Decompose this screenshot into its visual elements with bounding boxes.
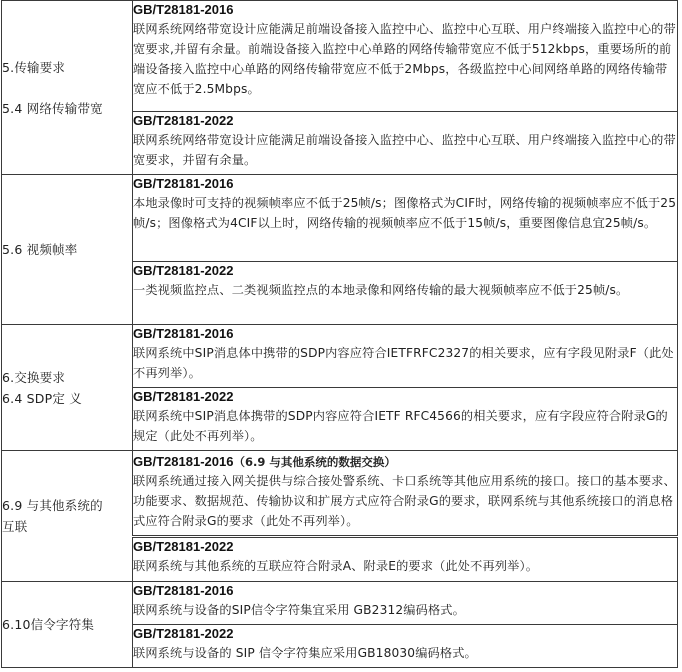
entry-cell [133, 175, 678, 262]
requirement-text: 联网系统与其他系统的互联应符合附录A、附录E的要求（此处不再列举）。 [133, 559, 539, 573]
table-row [2, 175, 678, 262]
standard-code: GB/T28181-2016 [133, 2, 234, 17]
requirement-text: 联网系统与设备的SIP信令字符集宜采用 GB2312编码格式。 [133, 603, 465, 617]
table-row [2, 582, 678, 625]
label-line: 6.10信令字符集 [2, 617, 95, 632]
entry-cell [133, 582, 678, 625]
entry-cell [133, 625, 678, 668]
section-label [2, 175, 133, 325]
standard-code: GB/T28181-2016 [133, 176, 234, 191]
requirement-text: 联网系统中SIP消息体携带的SDP内容应符合IETF RFC4566的相关要求，应有字段应符合附录G的规定（此处不再列举）。 [133, 409, 668, 443]
entry-cell [133, 388, 678, 451]
entry-cell [133, 325, 678, 388]
standard-code: GB/T28181-2016 [133, 583, 234, 598]
label-line: 6.4 SDP定 义 [2, 390, 82, 406]
requirement-text: 联网系统网络带宽设计应能满足前端设备接入监控中心、监控中心互联、用户终端接入监控中心的带宽要求,并留有余量。前端设备接入监控中心单路的网络传输带宽应不低于512kbps，重要场所的前端设备接入监控中心单路的网络传输带宽应不低于2Mbps，各级监控中心间网络单路的网络传输带宽应不低于2.5Mbps。 [133, 22, 676, 96]
standard-code: GB/T28181-2016 [133, 326, 234, 341]
table-row [2, 1, 678, 112]
standard-code: GB/T28181-2022 [133, 113, 234, 128]
entry-cell [133, 262, 678, 325]
standard-code: GB/T28181-2016 [133, 454, 234, 469]
section-label [2, 325, 133, 451]
section-label [2, 451, 133, 582]
standards-comparison-table [1, 0, 678, 668]
standard-note: （6.9 与其他系统的数据交换） [233, 455, 396, 469]
standard-code: GB/T28181-2022 [133, 263, 234, 278]
label-line: 5.传输要求 [2, 59, 66, 75]
entry-cell [133, 451, 678, 537]
requirement-text: 联网系统通过接入网关提供与综合接处警系统、卡口系统等其他应用系统的接口。接口的基本要求、功能要求、数据规范、传输协议和扩展方式应符合附录G的要求，联网系统与其他系统接口的消息格式应符合附录G的要求（此处不再列举）。 [133, 474, 676, 528]
standard-code: GB/T28181-2022 [133, 389, 234, 404]
label-line: 互联 [2, 519, 28, 534]
requirement-text: 本地录像时可支持的视频帧率应不低于25帧/s；图像格式为CIF时，网络传输的视频帧率应不低于25帧/s；图像格式为4CIF以上时，网络传输的视频帧率应不低于15帧/s，重要图像信息宜25帧/s。 [133, 196, 677, 230]
entry-cell [133, 1, 678, 112]
section-label [2, 582, 133, 668]
standard-code: GB/T28181-2022 [133, 626, 234, 641]
requirement-text: 一类视频监控点、二类视频监控点的本地录像和网络传输的最大视频帧率应不低于25帧/s。 [133, 283, 629, 297]
label-line: 5.6 视频帧率 [2, 242, 78, 257]
section-label [2, 1, 133, 175]
requirement-text: 联网系统网络带宽设计应能满足前端设备接入监控中心、监控中心互联、用户终端接入监控中心的带宽要求，并留有余量。 [133, 133, 676, 167]
standard-code: GB/T28181-2022 [133, 539, 234, 554]
table-row [2, 325, 678, 388]
requirement-text: 联网系统与设备的 SIP 信令字符集应采用GB18030编码格式。 [133, 646, 477, 660]
label-line: 6.9 与其他系统的 [2, 498, 103, 513]
label-line: 6.交换要求 [2, 369, 66, 385]
table-row [2, 451, 678, 537]
label-line: 5.4 网络传输带宽 [2, 100, 103, 116]
entry-cell [133, 112, 678, 175]
entry-cell [133, 537, 678, 582]
requirement-text: 联网系统中SIP消息体中携带的SDP内容应符合IETFRFC2327的相关要求，应有字段见附录F（此处不再列举）。 [133, 346, 674, 380]
